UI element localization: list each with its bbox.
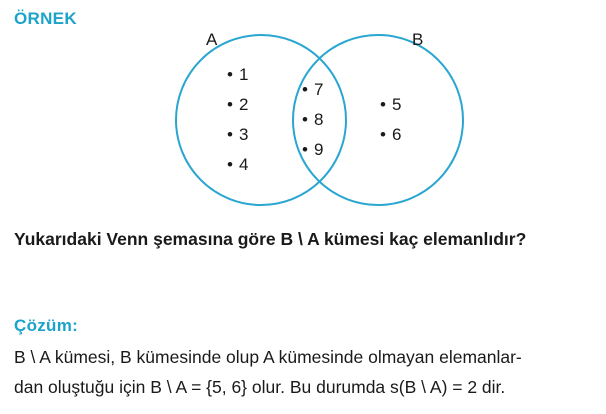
svg-text:•: • bbox=[302, 140, 308, 159]
set-a-element bbox=[227, 95, 248, 114]
question-text: Yukarıdaki Venn şemasına göre B \ A kümesi kaç elemanlıdır? bbox=[14, 229, 527, 249]
svg-text:•: • bbox=[227, 65, 233, 84]
set-b-element bbox=[380, 125, 401, 144]
svg-text:2: 2 bbox=[239, 95, 249, 114]
svg-text:3: 3 bbox=[239, 125, 249, 144]
svg-text:5: 5 bbox=[392, 95, 402, 114]
svg-text:7: 7 bbox=[314, 80, 324, 99]
svg-text:•: • bbox=[380, 95, 386, 114]
svg-text:•: • bbox=[302, 110, 308, 129]
intersection-element bbox=[302, 110, 323, 129]
example-heading: ÖRNEK bbox=[14, 9, 77, 28]
svg-text:6: 6 bbox=[392, 125, 402, 144]
svg-text:•: • bbox=[302, 80, 308, 99]
set-a-element bbox=[227, 125, 248, 144]
solution-line: dan oluştuğu için B \ A = {5, 6} olur. Bu durumda s(B \ A) = 2 dir. bbox=[14, 377, 506, 397]
set-a-element bbox=[227, 155, 248, 174]
set-a-element bbox=[227, 65, 248, 84]
svg-text:•: • bbox=[227, 125, 233, 144]
set-b-element bbox=[380, 95, 401, 114]
intersection-element bbox=[302, 80, 323, 99]
set-b-label: B bbox=[412, 30, 424, 49]
solution-line: B \ A kümesi, B kümesinde olup A kümesinde olmayan elemanlar- bbox=[14, 347, 522, 367]
svg-text:8: 8 bbox=[314, 110, 324, 129]
set-a-label: A bbox=[206, 30, 218, 49]
svg-text:•: • bbox=[227, 155, 233, 174]
solution-heading: Çözüm: bbox=[14, 316, 79, 335]
svg-text:1: 1 bbox=[239, 65, 249, 84]
intersection-element bbox=[302, 140, 323, 159]
svg-text:9: 9 bbox=[314, 140, 324, 159]
svg-text:4: 4 bbox=[239, 155, 249, 174]
svg-text:•: • bbox=[227, 95, 233, 114]
svg-text:•: • bbox=[380, 125, 386, 144]
